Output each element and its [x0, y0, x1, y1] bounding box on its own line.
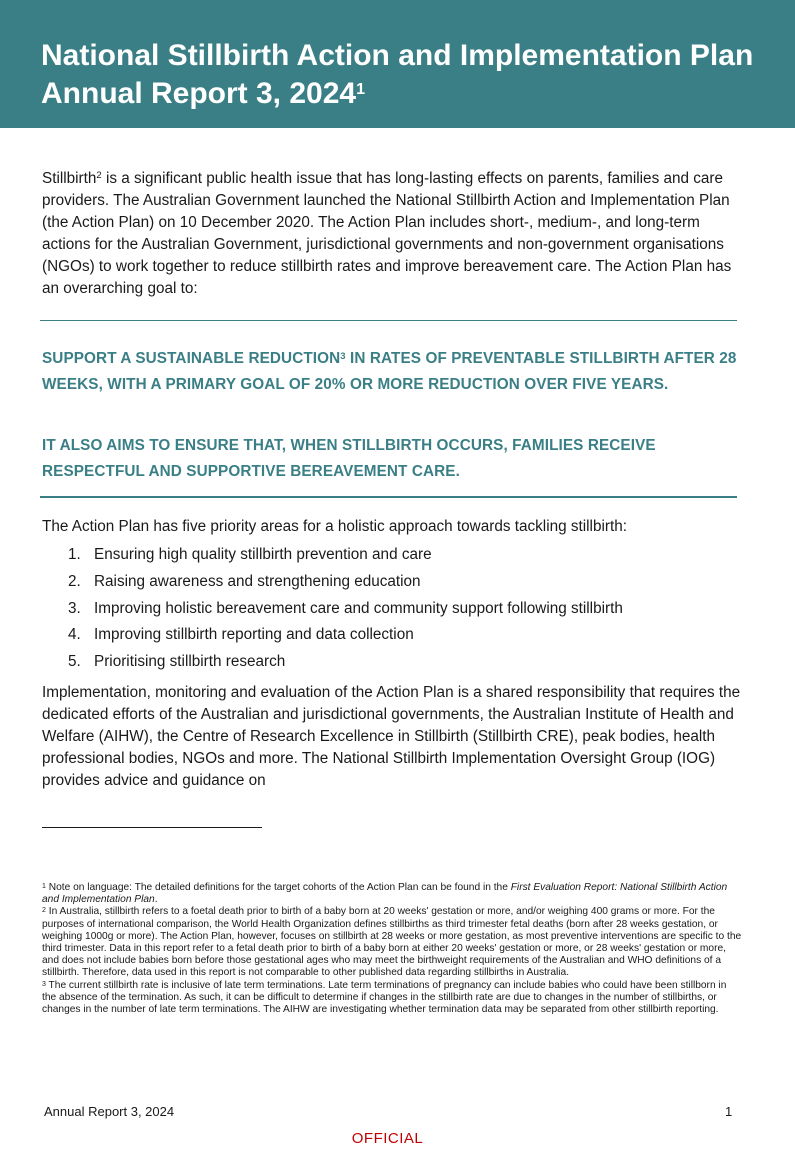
priorities-intro: The Action Plan has five priority areas for a holistic approach towards tackling stillbirth:	[42, 518, 627, 535]
priority-item: 3. Improving holistic bereavement care and community support following stillbirth	[68, 599, 623, 617]
footer-report-name: Annual Report 3, 2024	[44, 1104, 175, 1119]
implementation-paragraph: Implementation, monitoring and evaluation of the Action Plan is a shared responsibility that requires the dedicated efforts of the Australian and jurisdictional governments, the Australian Institute of Health and Welfare (AIHW), the Centre of Research Excellence in Stillbirth (Stillbirth CRE), peak bodies, health professional bodies, NGOs and more. The National Stillbirth Implementation Oversight Group (IOG) provides advice and guidance on	[42, 684, 741, 789]
security-classification: OFFICIAL	[351, 1130, 424, 1147]
priority-list	[68, 542, 748, 676]
priority-item: 1. Ensuring high quality stillbirth prevention and care	[68, 546, 432, 563]
footnote-ref-1[interactable]: 1	[356, 81, 365, 98]
footnote-ref-2[interactable]: 2	[96, 170, 102, 181]
page-number: 1	[725, 1104, 733, 1119]
footnote-ref-3[interactable]: 3	[340, 351, 346, 362]
footnotes	[42, 882, 742, 1016]
footnote-1: $^1$ Note on language: The detailed definitions for the target cohorts of the Action Plan can be found in the First Evaluation Report: National Stillbirth Action and Implementation Plan.	[42, 882, 728, 906]
goal-bottom-divider	[40, 496, 737, 498]
footnote-separator	[42, 827, 262, 828]
footnote-2: $^2$ In Australia, stillbirth refers to a foetal death prior to birth of a baby born at 20 weeks' gestation or more, and/or weighing 400 grams or more. For the purposes of international comparison, the World Health Organization defines stillbirths as third trimester fetal deaths (born after 28 weeks gestation, or weighing 1000g or more). The Action Plan, however, focuses on stillbirth at 28 weeks or more gestation, as most preventive interventions are specific to the third trimester. Data in this report refer to a fetal death prior to birth of a baby born at either 20 weeks' gestation or more, or 28 weeks' gestation or more, and does not include babies born before those gestational ages who may meet the birthweight requirements of the Australian and WHO definitions of a stillbirth. Therefore, data used in this report is not comparable to other published data regarding stillbirths in Australia.	[42, 906, 742, 979]
intro-paragraph: Stillbirth$^2$ is a significant public health issue that has long-lasting effects on parents, families and care providers. The Australian Government launched the National Stillbirth Action and Implementation Plan (the Action Plan) on 10 December 2020. The Action Plan includes short-, medium-, and long-term actions for the Australian Government, jurisdictional governments and non-government organisations (NGOs) to work together to reduce stillbirth rates and improve bereavement care. The Action Plan has an overarching goal to:	[42, 170, 732, 297]
page-title: National Stillbirth Action and Implementation Plan Annual Report 3, 2024$^1$	[41, 39, 754, 110]
goal-top-divider	[40, 320, 737, 321]
footnote-3: $^3$ The current stillbirth rate is inclusive of late term terminations. Late term terminations of pregnancy can include babies who could have been stillborn in the absence of the termination. As such, it can be difficult to determine if changes in the stillbirth rate are due to changes in the number of stillbirths, or changes in the number of late term terminations. The AIHW are investigating whether termination data may be separated from other stillbirth reporting.	[42, 979, 727, 1016]
goal-statement-primary: SUPPORT A SUSTAINABLE REDUCTION$^3$ IN RATES OF PREVENTABLE STILLBIRTH AFTER 28 WEEKS, WITH A PRIMARY GOAL OF 20% OR MORE REDUCTION OVER FIVE YEARS.	[42, 350, 737, 393]
priority-item: 4. Improving stillbirth reporting and data collection	[68, 626, 414, 644]
goal-statement-secondary: IT ALSO AIMS TO ENSURE THAT, WHEN STILLBIRTH OCCURS, FAMILIES RECEIVE RESPECTFUL AND SUPPORTIVE BEREAVEMENT CARE.	[42, 437, 656, 480]
title-banner	[0, 0, 795, 128]
priority-item: 2. Raising awareness and strengthening education	[68, 572, 421, 590]
priority-item: 5. Prioritising stillbirth research	[68, 653, 286, 671]
